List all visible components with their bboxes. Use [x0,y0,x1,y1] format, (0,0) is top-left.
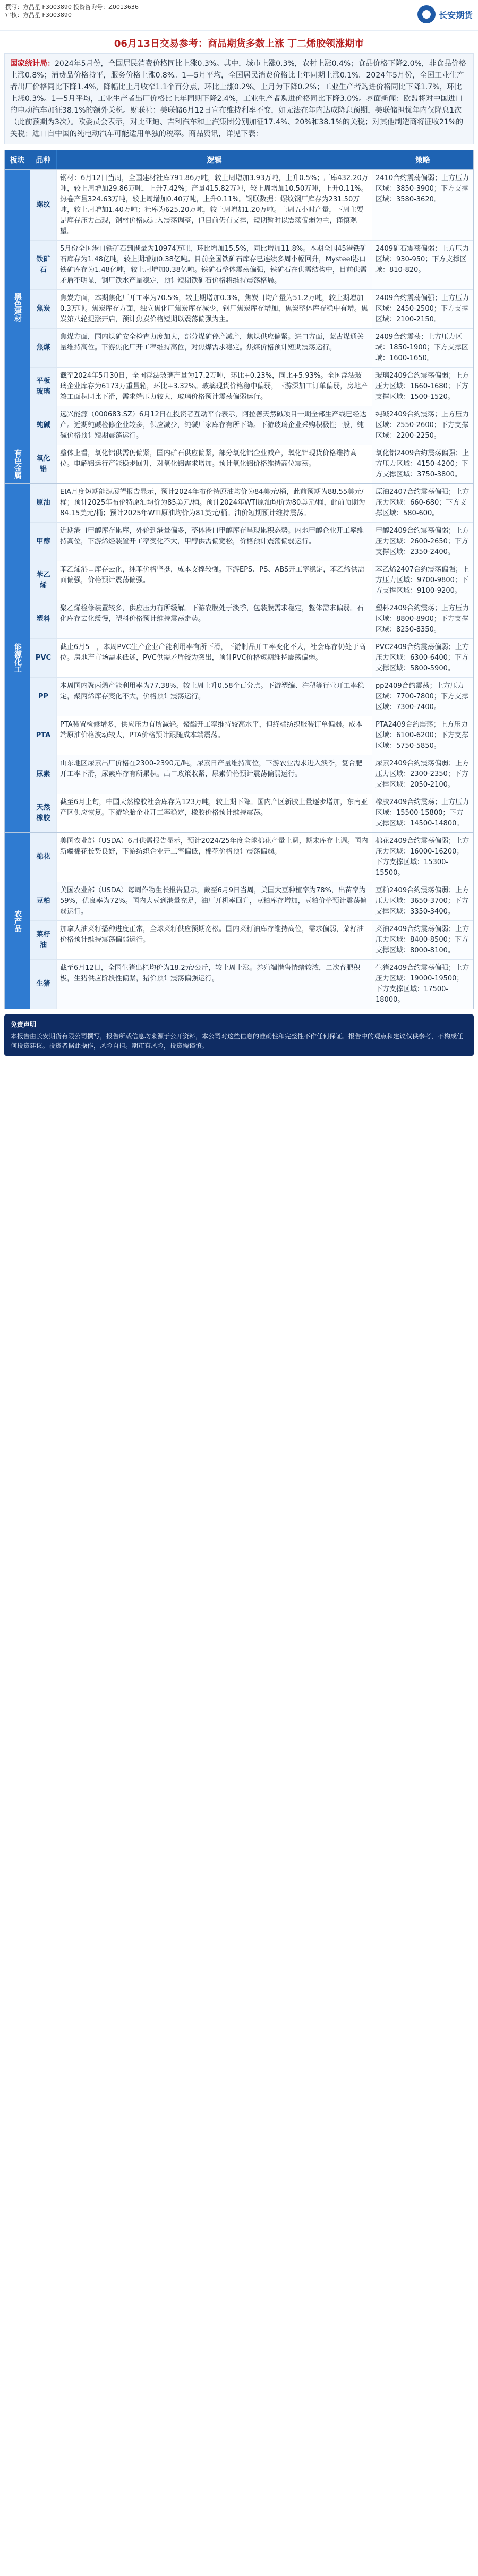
logic-text: 截至6月上旬，中国天然橡胶社会库存为123万吨，较上期下降。国内产区新胶上量逐步增加，东南亚产区供应恢复。下游轮胎企业开工率稳定，橡胶价格预计维持震荡。 [57,794,372,832]
table-row [30,561,473,600]
logic-text: 焦煤方面，国内煤矿安全检查力度加大，部分煤矿停产减产，焦煤供应偏紧。进口方面，蒙古煤通关量维持高位。下游焦化厂开工率维持高位，对焦煤需求稳定。焦煤价格预计短期震荡运行。 [57,329,372,367]
logic-text: 山东地区尿素出厂价格在2300-2390元/吨，尿素日产量维持高位，下游农业需求进入淡季，复合肥开工率下滑，尿素库存有所累积。出口政策收紧，尿素价格预计震荡偏弱运行。 [57,755,372,794]
section-black [5,169,473,445]
header-product: 品种 [30,150,57,169]
section-name: 有色金属 [5,445,30,483]
strategy-text: 尿素2409合约震荡偏弱；上方压力区域：2300-2350；下方支撑区域：2050-2100。 [372,755,473,794]
logic-text: 美国农业部（USDA）6月供需报告显示，预计2024/25年度全球棉花产量上调，期末库存上调。国内新疆棉花长势良好，下游纺织企业开工率偏低，棉花价格预计震荡偏弱。 [57,833,372,882]
strategy-text: 生猪2409合约震荡偏强；上方压力区域：19000-19500；下方支撑区域：17500-18000。 [372,960,473,1009]
product-name: 豆粕 [30,882,57,920]
product-name: 苯乙烯 [30,561,57,600]
logic-text: 截至2024年5月30日，全国浮法玻璃产量为17.2万吨，环比+0.23%，同比+5.93%。全国浮法玻璃企业库存为6173万重量箱，环比+3.32%。玻璃现货价格稳中偏弱，下游深加工订单偏弱，房地产竣工面积同比下滑，需求端压力较大，玻璃价格预计震荡偏弱运行。 [57,368,372,406]
section-name: 农产品 [5,833,30,1009]
brand-name: 长安期货 [438,11,473,20]
product-name: 原油 [30,484,57,522]
meta-line-2: 审核：方晶星 F3003890 [5,12,72,19]
strategy-text: 菜油2409合约震荡偏弱；上方压力区域：8400-8500；下方支撑区域：8000-8100。 [372,921,473,959]
meta-line-1: 撰写：方晶星 F3003890 投资咨询号：Z0013636 [5,4,139,11]
section-agri [5,832,473,1009]
logic-text: 远兴能源（000683.SZ）6月12日在投资者互动平台表示，阿拉善天然碱项目一期全部生产线已经达产。近期纯碱检修企业较多，供应减少，纯碱厂家库存有所下降。下游玻璃企业采购积极性一般，纯碱价格预计短期震荡运行。 [57,406,372,445]
strategy-text: 氧化铝2409合约震荡偏强；上方压力区域：4150-4200；下方支撑区域：3750-3800。 [372,445,473,483]
product-name: 塑料 [30,600,57,638]
section-energy-chem [5,483,473,832]
product-name: 焦炭 [30,290,57,328]
logic-text: EIA月度短期能源展望报告显示，预计2024年布伦特原油均价为84美元/桶，此前预期为88.55美元/桶；预计2025年布伦特原油均价为85美元/桶。预计2024年WTI原油均价为80美元/桶，此前预期为84.15美元/桶；预计2025年WTI原油均价为81美元/桶。油价短期预计维持震荡。 [57,484,372,522]
brand-icon [417,5,436,23]
header-logic: 逻辑 [57,150,372,169]
logic-text: 整体上看，氧化铝供需仍偏紧，国内矿石供应偏紧，部分氧化铝企业减产，氧化铝现货价格维持高位。电解铝运行产能稳步回升，对氧化铝需求增加。预计氧化铝价格维持高位震荡。 [57,445,372,483]
logic-text: 截至6月12日，全国生猪出栏均价为18.2元/公斤，较上周上涨。养殖端惜售情绪较浓，二次育肥积极，生猪供应阶段性偏紧，猪价预计震荡偏强运行。 [57,960,372,1009]
disclaimer-text: 本报告由长安期货有限公司撰写，报告所载信息均来源于公开资料，本公司对这些信息的准确性和完整性不作任何保证。报告中的观点和建议仅供参考，不构成任何投资建议。投资者据此操作，风险自担。期市有风险，投资需谨慎。 [11,1033,464,1050]
strategy-text: 棉花2409合约震荡偏弱；上方压力区域：16000-16200；下方支撑区域：15300-15500。 [372,833,473,882]
section-name: 黑色建材 [5,170,30,445]
table-row [30,445,473,483]
table-row [30,170,473,240]
product-name: 天然橡胶 [30,794,57,832]
table-row [30,677,473,716]
product-name: PTA [30,716,57,755]
table-row [30,367,473,406]
strategy-text: 豆粕2409合约震荡偏弱；上方压力区域：3650-3700；下方支撑区域：3350-3400。 [372,882,473,920]
strategy-text: PTA2409合约震荡；上方压力区域：6100-6200；下方支撑区域：5750-5850。 [372,716,473,755]
table-row [30,882,473,920]
logic-text: 钢材：6月12日当周，全国建材社库791.86万吨，较上周增加3.93万吨，上升0.5%；厂库432.20万吨，较上周增加29.86万吨，上升7.42%；产量415.82万吨，较上周增加10.50万吨，上升0.11%。热卷产量324.63万吨，较上周增加0.40万吨，上升0.11%。钢联数据：螺纹钢厂库存为231.50万吨，较上周增加1.40万吨；社库为625.20万吨，较上周增加1.20万吨。上周五小时产量，下周主要是库存压力出现，钢材价格或进入震荡调整，但目前仍有支撑，短期暂时以震荡偏弱为主，谨慎观望。 [57,170,372,240]
section-nonferrous [5,445,473,483]
disclaimer [4,1014,474,1056]
strategy-text: 苯乙烯2407合约震荡偏强；上方压力区域：9700-9800；下方支撑区域：9100-9200。 [372,561,473,600]
table-row [30,959,473,1009]
table-row [30,328,473,367]
product-name: 生猪 [30,960,57,1009]
page-title: 06月13日交易参考：商品期货多数上涨 丁二烯胶领涨期市 [114,38,364,49]
disclaimer-title: 免责声明 [11,1021,37,1028]
product-name: 尿素 [30,755,57,794]
product-name: 平板玻璃 [30,368,57,406]
logic-text: 焦炭方面，本期焦化厂开工率为70.5%，较上期增加0.3%，焦炭日均产量为51.2万吨，较上期增加0.3万吨。焦炭库存方面，独立焦化厂焦炭库存减少，钢厂焦炭库存增加，焦炭整体库存稳中有增。焦炭第八轮提涨开启，预计焦炭价格短期以震荡偏强为主。 [57,290,372,328]
product-name: 焦煤 [30,329,57,367]
table-row [30,406,473,445]
logic-text: 聚乙烯检修装置较多，供应压力有所缓解。下游农膜处于淡季，包装膜需求稳定，整体需求偏弱。石化库存去化缓慢，塑料价格预计维持震荡走势。 [57,600,372,638]
table-row [30,240,473,289]
product-name: 纯碱 [30,406,57,445]
table-row [30,638,473,677]
product-name: 菜籽油 [30,921,57,959]
table-row [30,755,473,794]
logic-text: 近期港口甲醇库存累库，外轮到港量偏多，整体港口甲醇库存呈现累积态势。内地甲醇企业开工率维持高位，下游烯烃装置开工率变化不大，甲醇供需偏宽松，价格预计震荡偏弱运行。 [57,523,372,561]
logic-text: 美国农业部（USDA）每周作物生长报告显示，截至6月9日当周，美国大豆种植率为78%，出苗率为59%，优良率为72%。国内大豆到港量充足，油厂开机率回升，豆粕库存增加，豆粕价格预计震荡偏弱运行。 [57,882,372,920]
strategy-text: 甲醇2409合约震荡偏弱；上方压力区域：2600-2650；下方支撑区域：2350-2400。 [372,523,473,561]
table-row [30,289,473,328]
top-bar [0,0,478,31]
product-name: PVC [30,639,57,677]
logic-text: 苯乙烯港口库存去化，纯苯价格坚挺，成本支撑较强。下游EPS、PS、ABS开工率稳定，苯乙烯供需面偏强，价格预计震荡偏强。 [57,561,372,600]
product-name: 棉花 [30,833,57,882]
strategy-text: 2409合约震荡；上方压力区域：1850-1900；下方支撑区域：1600-1650。 [372,329,473,367]
strategy-text: 纯碱2409合约震荡；上方压力区域：2550-2600；下方支撑区域：2200-2250。 [372,406,473,445]
strategy-text: 原油2407合约震荡偏强；上方压力区域：660-680；下方支撑区域：580-600。 [372,484,473,522]
author-meta [5,3,139,19]
header-strategy: 策略 [415,156,430,165]
logic-text: PTA装置检修增多，供应压力有所减轻。聚酯开工率维持较高水平，但终端纺织服装订单偏弱。成本端原油价格波动较大，PTA价格预计跟随成本端震荡。 [57,716,372,755]
strategy-text: 玻璃2409合约震荡偏弱；上方压力区域：1660-1680；下方支撑区域：1500-1520。 [372,368,473,406]
strategy-text: 塑料2409合约震荡；上方压力区域：8800-8900；下方支撑区域：8250-8350。 [372,600,473,638]
product-name: 氧化铝 [30,445,57,483]
table-row [30,522,473,561]
table-row [30,716,473,755]
logic-text: 加拿大油菜籽播种进度正常，全球菜籽供应预期宽松。国内菜籽油库存维持高位，需求偏弱，菜籽油价格预计维持震荡偏弱运行。 [57,921,372,959]
summary-prefix: 国家统计局： [10,59,55,68]
header-sector: 板块 [5,150,30,169]
strategy-text: 2410合约震荡偏弱；上方压力区域：3850-3900；下方支撑区域：3580-3620。 [372,170,473,240]
strategy-text: pp2409合约震荡；上方压力区域：7700-7800；下方支撑区域：7300-7400。 [372,678,473,716]
summary-text: 2024年5月份，全国居民消费价格同比上涨0.3%。其中，城市上涨0.3%，农村上涨0.4%；食品价格下降2.0%，非食品价格上涨0.8%；消费品价格持平，服务价格上涨0.8%。1—5月平均，全国居民消费价格比上年同期上涨0.1%。2024年5月份，全国工业生产者出厂价格同比下降1.4%，降幅比上月收窄1.1个百分点，环比上涨0.2%。上月为下降0.2%；工业生产者购进价格同比下降1.7%，环比上涨0.3%。1—5月平均，工业生产者出厂价格比上年同期下降2.4%，工业生产者购进价格同比下降3.0%。界面新闻：欧盟将对中国进口的电动汽车加征38.1%的额外关税。财联社：美联储6月12日宣布维持利率不变，如无法在年内达成降息预期，美联储担忧年内仅降息1次（此前预期为3次）。欧委员会表示，对比亚迪、吉利汽车和上汽集团分别加征17.4%、20%和38.1%的关税；对其他制造商将征收21%的关税；进口自中国的纯电动汽车可能适用单独的税率。商品资讯，详见下表： [10,59,466,138]
logic-text: 5月份全国港口铁矿石到港量为10974万吨，环比增加15.5%，同比增加11.8%。本期全国45港铁矿石库存为1.48亿吨，较上期增加0.38亿吨。目前全国铁矿石库存已连续多周小幅回升，Mysteel港口铁矿库存为1.48亿吨，较上周增加0.38亿吨。铁矿石整体震荡偏强，铁矿石在供需结构中，目前供需矛盾不明显，钢厂铁水产量稳定，预计短期铁矿石价格将维持震荡格局。 [57,241,372,289]
strategy-text: PVC2409合约震荡偏弱；上方压力区域：6300-6400；下方支撑区域：5800-5900。 [372,639,473,677]
table-row [30,600,473,638]
section-name: 能源化工 [5,484,30,832]
strategy-text: 橡胶2409合约震荡；上方压力区域：15500-15800；下方支撑区域：14500-14800。 [372,794,473,832]
product-name: 甲醇 [30,523,57,561]
table-row [30,833,473,882]
strategy-text: 2409合约震荡偏强；上方压力区域：2450-2500；下方支撑区域：2100-2150。 [372,290,473,328]
product-name: 铁矿石 [30,241,57,289]
logic-text: 截止6月5日，本周PVC生产企业产能利用率有所下滑，下游制品开工率变化不大，社会库存仍处于高位。房地产市场需求低迷，PVC供需矛盾较为突出，预计PVC价格短期维持震荡偏弱。 [57,639,372,677]
table-row [30,794,473,832]
product-name: PP [30,678,57,716]
logic-text: 本周国内聚丙烯产能利用率为77.38%，较上周上升0.58个百分点。下游塑编、注塑等行业开工率稳定，聚丙烯库存变化不大，价格预计震荡运行。 [57,678,372,716]
commodity-table [4,150,474,1009]
strategy-text: 2409矿石震荡偏弱；上方压力区域：930-950；下方支撑区域：810-820。 [372,241,473,289]
table-header [5,150,473,169]
brand-logo [417,5,473,23]
table-row [30,920,473,959]
product-name: 螺纹 [30,170,57,240]
summary-box [4,53,474,144]
table-row [30,484,473,522]
